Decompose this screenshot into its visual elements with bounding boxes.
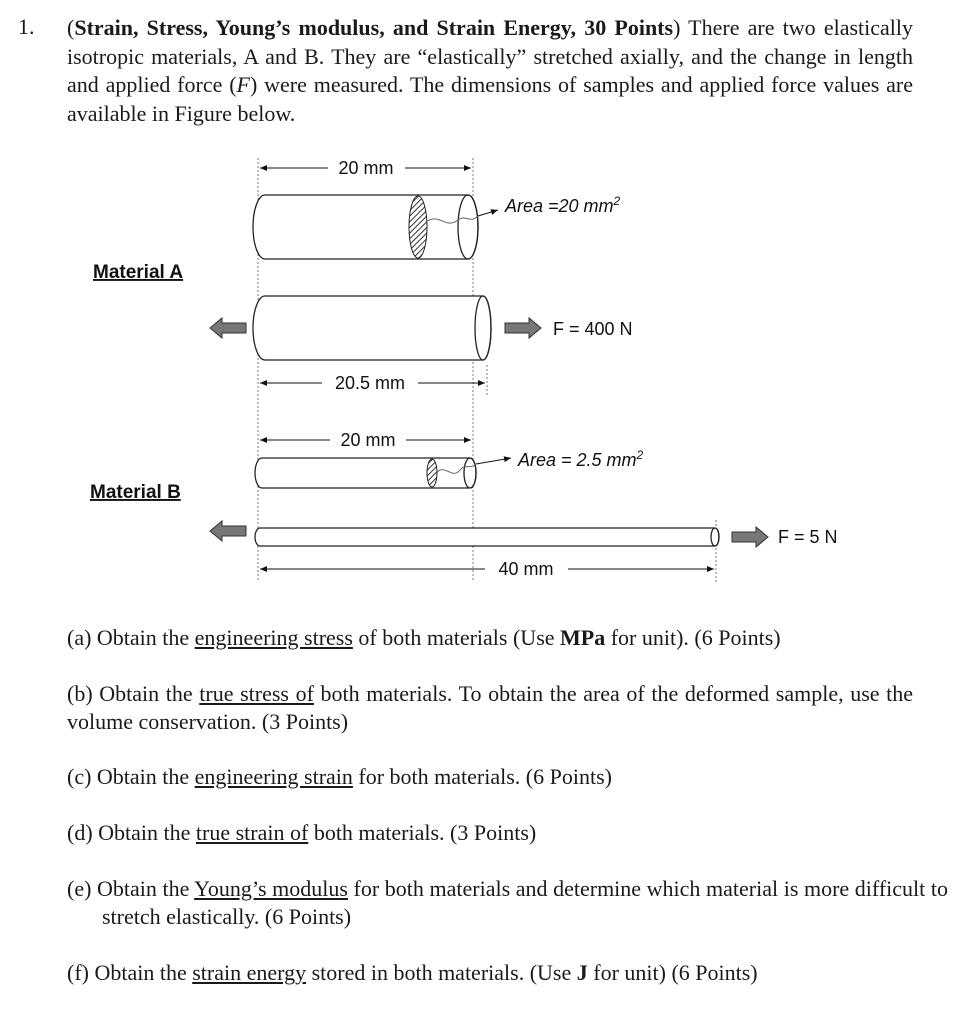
question-a: (a) Obtain the engineering stress of both materials (Use MPa for unit). (6 Points) (67, 625, 781, 650)
problem-number: 1. (18, 14, 35, 39)
material-b-undeformed-cylinder (255, 458, 511, 488)
youngs-modulus-term: Young’s modulus (194, 876, 348, 901)
material-b-label: Material B (90, 482, 181, 503)
intro-text-1: There are two elastically isotropic materials, A and B. They are “elastically” stretched axially, and the change in length and applied force ( (67, 15, 914, 97)
material-a-label: Material A (93, 262, 184, 283)
material-b-deformed-length-dimension (260, 559, 714, 579)
material-a-deformed-length-dimension (260, 373, 485, 393)
material-a-deformed-length: 20.5 mm (334, 373, 406, 393)
problem-statement (67, 14, 913, 128)
material-b-deformed-length: 40 mm (498, 559, 554, 579)
material-b-length-dimension (260, 430, 471, 450)
material-a-force-label: F = 400 N (553, 319, 633, 339)
true-strain-term: true strain of (195, 820, 309, 845)
material-b-original-length: 20 mm (340, 430, 396, 450)
question-b: (b) Obtain the true stress of both materials. To obtain the area of the deformed sample, use the volume conservation. (3 Points) (67, 681, 914, 734)
material-a-length-dimension (260, 158, 471, 178)
material-a-right-force-arrow (505, 318, 541, 338)
material-b-left-force-arrow (210, 521, 246, 541)
strain-energy-term: strain energy (192, 960, 307, 985)
material-a-undeformed-cylinder (253, 195, 498, 259)
material-diagram (0, 150, 970, 590)
material-b-right-force-arrow (732, 527, 768, 547)
question-f: (f) Obtain the strain energy stored in both materials. (Use J for unit) (6 Points) (67, 960, 758, 985)
force-symbol: F (236, 72, 250, 97)
engineering-stress-term: engineering stress (194, 625, 353, 650)
title-paren-close: ) (673, 15, 681, 40)
figure (0, 150, 970, 590)
material-a-deformed-cylinder (253, 296, 491, 360)
question-d: (d) Obtain the true strain of both materials. (3 Points) (67, 820, 537, 845)
material-a-area-label: Area =20 $mm^2$ (505, 194, 621, 216)
material-b-deformed-cylinder (255, 528, 719, 546)
material-b-area-label: Area = 2.5 $mm^2$ (518, 448, 644, 470)
title-paren-open: ( (67, 15, 75, 40)
true-stress-term: true stress of (199, 681, 314, 706)
material-b-force-label: F = 5 N (778, 527, 838, 547)
unit-mpa: MPa (560, 625, 606, 650)
unit-joule: J (576, 960, 588, 985)
material-a-left-force-arrow (210, 318, 246, 338)
problem-title: Strain, Stress, Young’s modulus, and Strain Energy, 30 Points (74, 15, 674, 40)
question-e: (e) Obtain the Young’s modulus for both materials and determine which material is more difficult to stretch elastically. (6 Points) (67, 876, 948, 929)
material-a-original-length: 20 mm (338, 158, 394, 178)
question-c: (c) Obtain the engineering strain for both materials. (6 Points) (67, 764, 612, 789)
intro-text-2: ) were measured. The dimensions of samples and applied force values are available in Figure below. (67, 72, 913, 126)
engineering-strain-term: engineering strain (194, 764, 353, 789)
